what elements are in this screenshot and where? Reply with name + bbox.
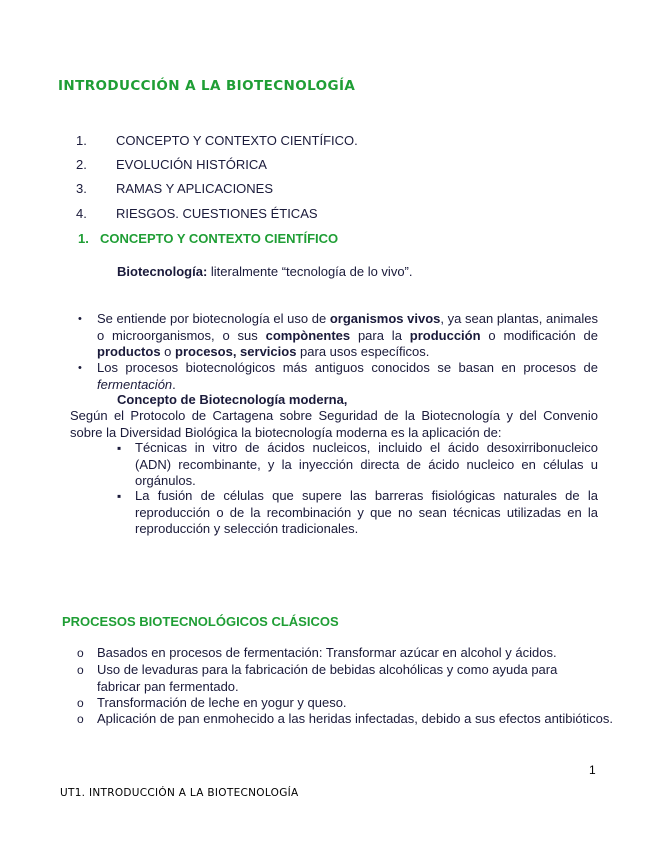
toc-number: 2. <box>76 157 87 172</box>
circle-bullet-icon: o <box>77 646 84 660</box>
page-number: 1 <box>589 763 596 777</box>
toc-item <box>0 181 655 203</box>
paragraph-organismos <box>97 311 598 361</box>
bullet-icon: • <box>78 362 82 374</box>
list-item: Basados en procesos de fermentación: Transformar azúcar en alcohol y ácidos. <box>97 645 557 660</box>
section-number: 1. <box>78 231 89 246</box>
toc-item <box>0 157 655 179</box>
section-title: CONCEPTO Y CONTEXTO CIENTÍFICO <box>100 231 339 246</box>
italic-run: fermentación <box>97 376 173 392</box>
toc-number: 1. <box>76 133 87 148</box>
bullet-icon: • <box>78 313 82 325</box>
modern-item: La fusión de células que supere las barreras fisiológicas naturales de la reproducción o de la recombinación y que no sean técnicas utilizadas en la reproducción y selección tradicionales. <box>135 488 598 536</box>
list-item: Aplicación de pan enmohecido a las heridas infectadas, debido a sus efectos antibióticos. <box>97 711 613 726</box>
bold-run: compònentes <box>265 327 351 343</box>
text-run: o modificación de <box>480 327 598 343</box>
text-run: Se entiende por biotecnología el uso de <box>97 311 330 326</box>
definition-text: literalmente “tecnología de lo vivo”. <box>207 264 413 279</box>
modern-biotech-paragraph: Según el Protocolo de Cartagena sobre Seguridad de la Biotecnología y del Convenio sobre la Diversidad Biológica la biotecnología moderna es la aplicación de: <box>70 408 598 440</box>
circle-bullet-icon: o <box>77 712 84 726</box>
toc-item <box>0 133 655 155</box>
toc-number: 3. <box>76 181 87 196</box>
paragraph-fermentacion <box>97 360 598 393</box>
toc-item <box>0 206 655 228</box>
text-run: para la <box>350 327 410 343</box>
modern-item: Técnicas in vitro de ácidos nucleicos, incluido el ácido desoxirribonucleico (ADN) recombinante, y la inyección directa de ácido nucleico en células u orgánulos. <box>135 440 598 488</box>
definition <box>117 264 413 279</box>
circle-bullet-icon: o <box>77 663 84 677</box>
sub-bullet-icon: ▪ <box>117 441 122 455</box>
text-run: Los procesos biotecnológicos más antiguos conocidos se basan en procesos de <box>97 360 598 375</box>
text-run: , ya sean plantas, animales o microorganismos, o sus <box>97 311 598 343</box>
toc-text: EVOLUCIÓN HISTÓRICA <box>116 157 267 172</box>
section-heading-procesos: PROCESOS BIOTECNOLÓGICOS CLÁSICOS <box>62 614 339 629</box>
circle-bullet-icon: o <box>77 696 84 710</box>
toc-text: RIESGOS. CUESTIONES ÉTICAS <box>116 206 318 221</box>
page-footer: UT1. INTRODUCCIÓN A LA BIOTECNOLOGÍA <box>60 787 299 799</box>
modern-biotech-heading: Concepto de Biotecnología moderna, <box>117 392 348 407</box>
toc-text: RAMAS Y APLICACIONES <box>116 181 274 196</box>
text-run: . <box>172 376 176 392</box>
list-item: Transformación de leche en yogur y queso. <box>97 695 347 710</box>
text-run: para usos específicos. <box>296 344 430 359</box>
bold-run: organismos vivos <box>329 311 441 326</box>
bold-run: producción <box>409 327 481 343</box>
bold-run: productos <box>97 344 161 359</box>
document-title: INTRODUCCIÓN A LA BIOTECNOLOGÍA <box>58 78 356 94</box>
bold-run: procesos, servicios <box>175 344 297 359</box>
toc-text: CONCEPTO Y CONTEXTO CIENTÍFICO. <box>116 133 358 148</box>
definition-term: Biotecnología: <box>117 264 208 279</box>
section-heading-concepto <box>78 231 338 246</box>
list-item: Uso de levaduras para la fabricación de bebidas alcohólicas y como ayuda para fabricar pan fermentado. <box>97 662 558 694</box>
sub-bullet-icon: ▪ <box>117 489 122 503</box>
text-run: o <box>160 344 176 359</box>
toc-number: 4. <box>76 206 87 221</box>
